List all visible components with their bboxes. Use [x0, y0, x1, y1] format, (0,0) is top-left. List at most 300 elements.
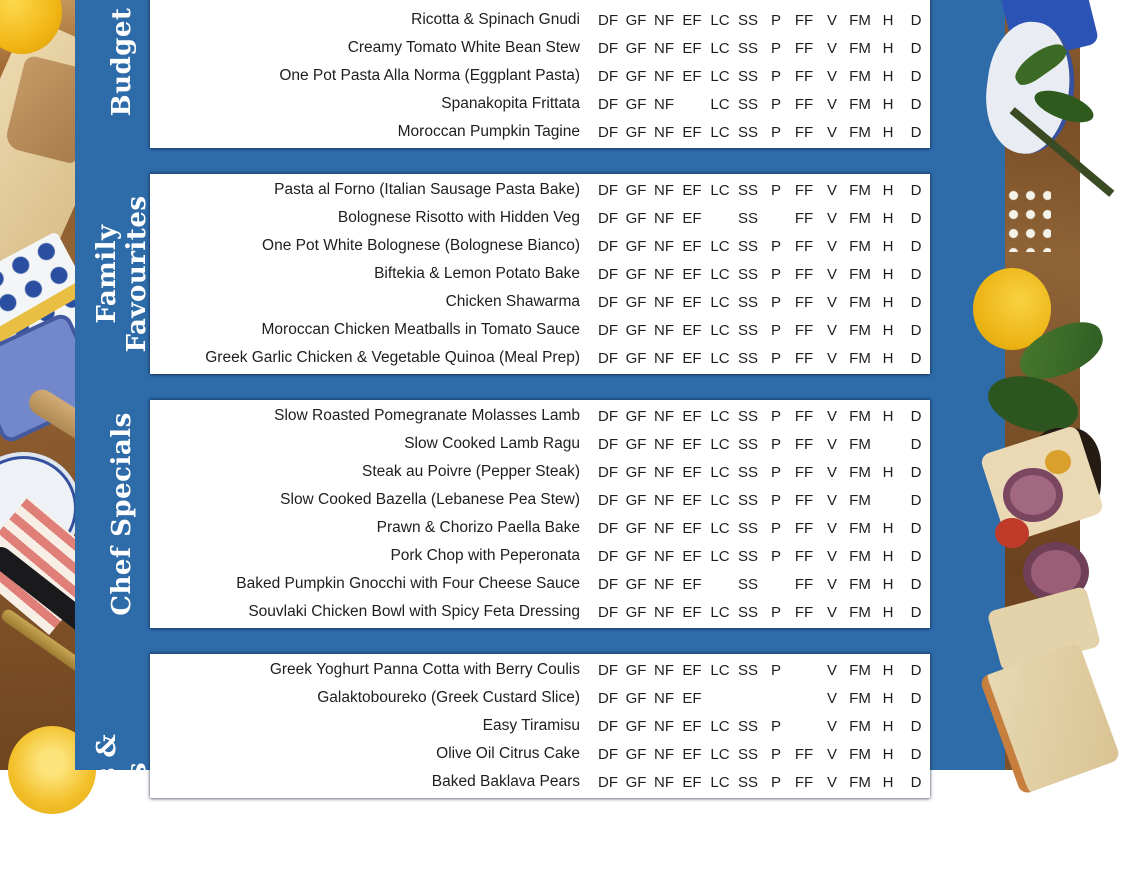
- diet-code-fm: FM: [849, 773, 871, 791]
- diet-codes: [594, 96, 930, 113]
- section-card-family-favourites: [92, 174, 930, 374]
- recipe-row: [150, 514, 930, 542]
- recipe-rows: [150, 0, 930, 146]
- diet-code-ef: EF: [682, 407, 702, 425]
- recipe-rows: [150, 176, 930, 372]
- diet-code-nf: NF: [654, 547, 674, 565]
- diet-code-df: DF: [598, 349, 618, 367]
- diet-code-v: V: [826, 39, 837, 57]
- diet-code-fm: FM: [849, 11, 871, 29]
- diet-code-d: D: [910, 265, 922, 283]
- diet-code-lc: LC: [710, 237, 730, 255]
- diet-code-p: P: [770, 547, 781, 565]
- section-label-line: Snacks: [122, 762, 152, 869]
- diet-code-df: DF: [598, 95, 618, 113]
- diet-code-gf: GF: [625, 463, 647, 481]
- diet-codes: [594, 520, 930, 537]
- diet-codes: [594, 464, 930, 481]
- recipe-name: Galaktoboureko (Greek Custard Slice): [317, 689, 580, 706]
- blue-panel: [75, 0, 1005, 896]
- photo-onion-ring: [1003, 468, 1063, 522]
- diet-code-ss: SS: [737, 67, 758, 85]
- diet-code-v: V: [826, 95, 837, 113]
- diet-code-d: D: [910, 11, 922, 29]
- diet-code-ff: FF: [794, 67, 814, 85]
- diet-code-gf: GF: [625, 349, 647, 367]
- diet-code-nf: NF: [654, 209, 674, 227]
- diet-code-fm: FM: [849, 293, 871, 311]
- diet-codes: [594, 718, 930, 735]
- diet-code-d: [902, 0, 930, 1]
- diet-code-lc: [706, 210, 734, 227]
- recipe-row: [150, 740, 930, 768]
- diet-code-df: DF: [598, 717, 618, 735]
- diet-code-gf: GF: [625, 39, 647, 57]
- recipe-name: Pork Chop with Peperonata: [390, 547, 580, 564]
- diet-code-p: [762, 210, 790, 227]
- diet-code-v: V: [826, 689, 837, 707]
- diet-code-ss: SS: [737, 463, 758, 481]
- diet-code-d: D: [910, 463, 922, 481]
- diet-code-lc: LC: [710, 603, 730, 621]
- diet-code-gf: GF: [625, 407, 647, 425]
- diet-code-ef: EF: [682, 547, 702, 565]
- recipe-name: Prawn & Chorizo Paella Bake: [376, 519, 580, 536]
- diet-code-lc: [706, 690, 734, 707]
- diet-codes: [594, 662, 930, 679]
- diet-codes: [594, 266, 930, 283]
- diet-code-gf: GF: [625, 603, 647, 621]
- photo-yellow-tomato: [1045, 450, 1071, 474]
- recipe-row: [150, 712, 930, 740]
- diet-code-gf: GF: [625, 491, 647, 509]
- diet-code-ff: FF: [794, 435, 814, 453]
- diet-code-nf: NF: [654, 407, 674, 425]
- diet-codes: [594, 322, 930, 339]
- diet-code-gf: [622, 0, 650, 1]
- diet-code-v: [818, 0, 846, 1]
- diet-code-ff: [790, 718, 818, 735]
- diet-codes: [594, 690, 930, 707]
- recipe-name: Moroccan Pumpkin Tagine: [397, 123, 580, 140]
- diet-code-nf: NF: [654, 265, 674, 283]
- recipe-name: Baked Baklava Pears: [431, 773, 580, 790]
- diet-code-v: V: [826, 519, 837, 537]
- recipe-name: Bolognese Risotto with Hidden Veg: [337, 209, 580, 226]
- diet-code-df: DF: [598, 661, 618, 679]
- diet-code-p: P: [770, 435, 781, 453]
- recipe-row: [150, 288, 930, 316]
- diet-code-ef: EF: [682, 745, 702, 763]
- diet-code-p: [762, 690, 790, 707]
- recipe-row: [150, 34, 930, 62]
- diet-code-v: V: [826, 181, 837, 199]
- diet-code-nf: NF: [654, 11, 674, 29]
- diet-code-h: H: [882, 575, 894, 593]
- recipe-row: [150, 598, 930, 626]
- diet-code-d: D: [910, 123, 922, 141]
- recipe-name: Steak au Poivre (Pepper Steak): [362, 463, 580, 480]
- diet-code-nf: NF: [654, 39, 674, 57]
- diet-codes: [594, 40, 930, 57]
- diet-code-ef: [678, 96, 706, 113]
- diet-code-ss: SS: [737, 491, 758, 509]
- section-label: [107, 8, 137, 117]
- diet-code-h: H: [882, 237, 894, 255]
- diet-code-lc: LC: [710, 519, 730, 537]
- diet-code-ss: SS: [737, 293, 758, 311]
- diet-code-v: V: [826, 349, 837, 367]
- photo-blossoms: [1005, 186, 1051, 252]
- diet-code-fm: FM: [849, 265, 871, 283]
- diet-code-v: V: [826, 265, 837, 283]
- diet-code-ff: FF: [794, 293, 814, 311]
- recipe-row: [150, 204, 930, 232]
- diet-code-p: P: [770, 39, 781, 57]
- photo-strip-left: [0, 0, 75, 770]
- diet-code-d: D: [910, 209, 922, 227]
- diet-code-df: DF: [598, 463, 618, 481]
- recipe-row: [150, 232, 930, 260]
- diet-code-h: H: [882, 463, 894, 481]
- diet-code-ef: [678, 0, 706, 1]
- diet-code-ss: SS: [737, 95, 758, 113]
- diet-code-ff: FF: [794, 773, 814, 791]
- diet-code-p: P: [770, 491, 781, 509]
- recipe-row: [150, 458, 930, 486]
- diet-code-v: V: [826, 123, 837, 141]
- diet-codes: [594, 492, 930, 509]
- recipe-rows: [150, 402, 930, 626]
- diet-code-gf: GF: [625, 745, 647, 763]
- diet-code-df: DF: [598, 745, 618, 763]
- diet-code-ff: FF: [794, 321, 814, 339]
- diet-code-v: V: [826, 745, 837, 763]
- diet-code-df: DF: [598, 435, 618, 453]
- diet-code-nf: NF: [654, 293, 674, 311]
- diet-code-ff: [790, 690, 818, 707]
- diet-codes: [594, 408, 930, 425]
- diet-code-ff: FF: [794, 237, 814, 255]
- diet-code-ss: SS: [737, 181, 758, 199]
- diet-code-fm: FM: [849, 321, 871, 339]
- diet-code-df: DF: [598, 237, 618, 255]
- diet-code-gf: GF: [625, 237, 647, 255]
- diet-code-ss: SS: [737, 349, 758, 367]
- diet-code-d: D: [910, 745, 922, 763]
- diet-code-h: H: [882, 661, 894, 679]
- recipe-name: Greek Yoghurt Panna Cotta with Berry Coulis: [269, 661, 580, 678]
- diet-code-v: V: [826, 407, 837, 425]
- diet-code-gf: GF: [625, 661, 647, 679]
- diet-code-lc: LC: [710, 349, 730, 367]
- diet-code-ff: FF: [794, 11, 814, 29]
- diet-code-h: H: [882, 519, 894, 537]
- recipe-row: [150, 260, 930, 288]
- diet-code-v: V: [826, 603, 837, 621]
- diet-code-ef: EF: [682, 519, 702, 537]
- diet-code-p: P: [770, 293, 781, 311]
- diet-code-p: P: [770, 463, 781, 481]
- diet-code-ff: [790, 662, 818, 679]
- recipe-name: Greek Garlic Chicken & Vegetable Quinoa (Meal Prep): [205, 349, 580, 366]
- diet-code-h: H: [882, 773, 894, 791]
- diet-code-d: D: [910, 67, 922, 85]
- diet-code-ss: SS: [737, 547, 758, 565]
- diet-code-p: P: [770, 123, 781, 141]
- diet-code-lc: LC: [710, 321, 730, 339]
- diet-code-gf: GF: [625, 519, 647, 537]
- recipe-row: [150, 430, 930, 458]
- diet-code-d: D: [910, 773, 922, 791]
- diet-code-ff: FF: [794, 491, 814, 509]
- diet-code-lc: LC: [710, 67, 730, 85]
- diet-code-fm: FM: [849, 209, 871, 227]
- diet-code-gf: GF: [625, 717, 647, 735]
- recipe-name: Olive Oil Citrus Cake: [436, 745, 580, 762]
- diet-code-ff: FF: [794, 209, 814, 227]
- diet-code-gf: GF: [625, 11, 647, 29]
- diet-code-ef: EF: [682, 321, 702, 339]
- diet-code-ef: EF: [682, 689, 702, 707]
- diet-code-h: H: [882, 265, 894, 283]
- diet-code-fm: FM: [849, 67, 871, 85]
- diet-code-ef: EF: [682, 575, 702, 593]
- diet-code-lc: LC: [710, 11, 730, 29]
- diet-code-nf: NF: [654, 661, 674, 679]
- section-label: [92, 195, 152, 352]
- diet-code-nf: NF: [654, 689, 674, 707]
- diet-code-h: H: [882, 11, 894, 29]
- diet-code-gf: GF: [625, 321, 647, 339]
- diet-code-d: D: [910, 95, 922, 113]
- diet-code-ef: EF: [682, 11, 702, 29]
- diet-code-gf: GF: [625, 293, 647, 311]
- diet-code-d: D: [910, 349, 922, 367]
- diet-code-gf: GF: [625, 435, 647, 453]
- diet-code-df: DF: [598, 407, 618, 425]
- diet-code-p: P: [770, 603, 781, 621]
- diet-code-v: V: [826, 293, 837, 311]
- section-card-budget: [107, 0, 930, 148]
- diet-code-v: V: [826, 463, 837, 481]
- photo-red-tomato: [995, 518, 1029, 548]
- recipe-name: Ricotta & Spinach Gnudi: [411, 11, 580, 28]
- diet-code-ss: SS: [737, 209, 758, 227]
- diet-code-ss: SS: [737, 435, 758, 453]
- diet-codes: [594, 774, 930, 791]
- recipe-row: [150, 62, 930, 90]
- diet-code-ss: [734, 690, 762, 707]
- diet-code-fm: FM: [849, 39, 871, 57]
- diet-code-ef: EF: [682, 39, 702, 57]
- diet-code-d: D: [910, 547, 922, 565]
- diet-code-h: H: [882, 95, 894, 113]
- diet-code-ff: FF: [794, 745, 814, 763]
- diet-code-lc: [706, 576, 734, 593]
- recipe-row: [150, 344, 930, 372]
- diet-code-nf: NF: [654, 237, 674, 255]
- diet-code-p: P: [770, 181, 781, 199]
- diet-code-fm: [846, 0, 874, 1]
- diet-code-fm: FM: [849, 745, 871, 763]
- recipe-name: Slow Cooked Bazella (Lebanese Pea Stew): [280, 491, 580, 508]
- diet-code-d: D: [910, 689, 922, 707]
- diet-code-h: H: [882, 547, 894, 565]
- diet-code-df: DF: [598, 293, 618, 311]
- diet-code-ff: FF: [794, 95, 814, 113]
- diet-code-nf: NF: [654, 95, 674, 113]
- diet-code-ff: FF: [794, 575, 814, 593]
- diet-code-nf: NF: [654, 349, 674, 367]
- diet-code-h: H: [882, 293, 894, 311]
- diet-codes: [594, 0, 930, 1]
- diet-code-df: DF: [598, 689, 618, 707]
- diet-code-ff: [790, 0, 818, 1]
- diet-code-gf: GF: [625, 123, 647, 141]
- diet-codes: [594, 436, 930, 453]
- diet-code-ff: FF: [794, 181, 814, 199]
- diet-code-gf: GF: [625, 95, 647, 113]
- diet-code-lc: LC: [710, 265, 730, 283]
- recipe-row: [150, 542, 930, 570]
- diet-code-ff: FF: [794, 265, 814, 283]
- recipe-row: [150, 316, 930, 344]
- diet-code-ss: SS: [737, 773, 758, 791]
- diet-code-ef: EF: [682, 181, 702, 199]
- diet-code-d: D: [910, 603, 922, 621]
- diet-codes: [594, 604, 930, 621]
- diet-code-fm: FM: [849, 237, 871, 255]
- diet-codes: [594, 182, 930, 199]
- diet-code-v: V: [826, 435, 837, 453]
- diet-code-gf: GF: [625, 209, 647, 227]
- diet-code-p: P: [770, 745, 781, 763]
- diet-code-df: DF: [598, 265, 618, 283]
- diet-codes: [594, 294, 930, 311]
- diet-code-nf: NF: [654, 603, 674, 621]
- diet-code-h: H: [882, 123, 894, 141]
- diet-code-p: P: [770, 349, 781, 367]
- diet-code-h: H: [882, 603, 894, 621]
- diet-code-lc: LC: [710, 95, 730, 113]
- diet-code-ff: FF: [794, 407, 814, 425]
- section-label-line: Desserts &: [92, 733, 122, 896]
- diet-code-lc: LC: [710, 745, 730, 763]
- diet-code-gf: GF: [625, 773, 647, 791]
- diet-code-ef: EF: [682, 773, 702, 791]
- diet-code-ef: EF: [682, 717, 702, 735]
- diet-code-nf: NF: [654, 519, 674, 537]
- diet-codes: [594, 350, 930, 367]
- diet-code-ef: EF: [682, 349, 702, 367]
- recipe-row: [150, 768, 930, 796]
- diet-code-ss: SS: [737, 661, 758, 679]
- diet-code-v: V: [826, 67, 837, 85]
- diet-code-lc: LC: [710, 463, 730, 481]
- diet-code-gf: GF: [625, 689, 647, 707]
- diet-code-fm: FM: [849, 491, 871, 509]
- diet-code-df: DF: [598, 181, 618, 199]
- recipe-name: Spanakopita Frittata: [441, 95, 580, 112]
- section-label: [92, 734, 152, 896]
- diet-code-ef: EF: [682, 491, 702, 509]
- diet-code-nf: NF: [654, 435, 674, 453]
- section-card-desserts-snacks: [92, 654, 930, 896]
- diet-code-p: P: [770, 237, 781, 255]
- diet-code-gf: GF: [625, 575, 647, 593]
- diet-code-h: H: [882, 689, 894, 707]
- sections-column: [92, 0, 930, 896]
- recipe-row: [150, 656, 930, 684]
- diet-code-v: V: [826, 491, 837, 509]
- diet-code-ss: SS: [737, 603, 758, 621]
- recipe-name: Moroccan Chicken Meatballs in Tomato Sauce: [261, 321, 580, 338]
- recipe-rows: [150, 656, 930, 796]
- diet-code-v: V: [826, 209, 837, 227]
- recipe-name: Chicken Shawarma: [445, 293, 580, 310]
- diet-code-ff: FF: [794, 519, 814, 537]
- diet-code-nf: NF: [654, 321, 674, 339]
- diet-code-nf: NF: [654, 67, 674, 85]
- diet-code-d: D: [910, 435, 922, 453]
- diet-code-lc: LC: [710, 123, 730, 141]
- diet-code-ss: SS: [737, 745, 758, 763]
- diet-codes: [594, 68, 930, 85]
- diet-code-gf: GF: [625, 181, 647, 199]
- diet-code-lc: LC: [710, 547, 730, 565]
- diet-code-ss: SS: [737, 717, 758, 735]
- diet-code-h: H: [882, 67, 894, 85]
- diet-code-ef: EF: [682, 123, 702, 141]
- diet-code-ef: EF: [682, 265, 702, 283]
- diet-code-ff: FF: [794, 123, 814, 141]
- diet-code-gf: GF: [625, 547, 647, 565]
- photo-strip-right: [1005, 0, 1080, 770]
- diet-code-v: V: [826, 321, 837, 339]
- diet-code-p: P: [770, 265, 781, 283]
- diet-code-v: V: [826, 575, 837, 593]
- diet-code-h: H: [882, 717, 894, 735]
- diet-code-h: H: [882, 181, 894, 199]
- diet-code-df: DF: [598, 321, 618, 339]
- diet-code-df: DF: [598, 67, 618, 85]
- diet-code-v: V: [826, 11, 837, 29]
- diet-code-lc: LC: [710, 407, 730, 425]
- diet-code-df: DF: [598, 773, 618, 791]
- diet-code-fm: FM: [849, 435, 871, 453]
- diet-code-df: DF: [598, 11, 618, 29]
- diet-code-df: DF: [598, 603, 618, 621]
- recipe-row: [150, 402, 930, 430]
- diet-code-ss: SS: [737, 575, 758, 593]
- diet-code-df: DF: [598, 547, 618, 565]
- recipe-row: [150, 90, 930, 118]
- diet-code-fm: FM: [849, 407, 871, 425]
- diet-code-fm: FM: [849, 181, 871, 199]
- diet-code-nf: NF: [654, 491, 674, 509]
- diet-code-ef: EF: [682, 661, 702, 679]
- diet-code-ff: FF: [794, 349, 814, 367]
- section-card-chef-specials: [107, 400, 930, 628]
- diet-code-h: H: [882, 407, 894, 425]
- diet-code-ss: SS: [737, 519, 758, 537]
- diet-code-p: P: [770, 11, 781, 29]
- recipe-name: One Pot White Bolognese (Bolognese Bianco): [262, 237, 580, 254]
- diet-code-nf: NF: [654, 123, 674, 141]
- diet-code-lc: LC: [710, 181, 730, 199]
- diet-code-fm: FM: [849, 349, 871, 367]
